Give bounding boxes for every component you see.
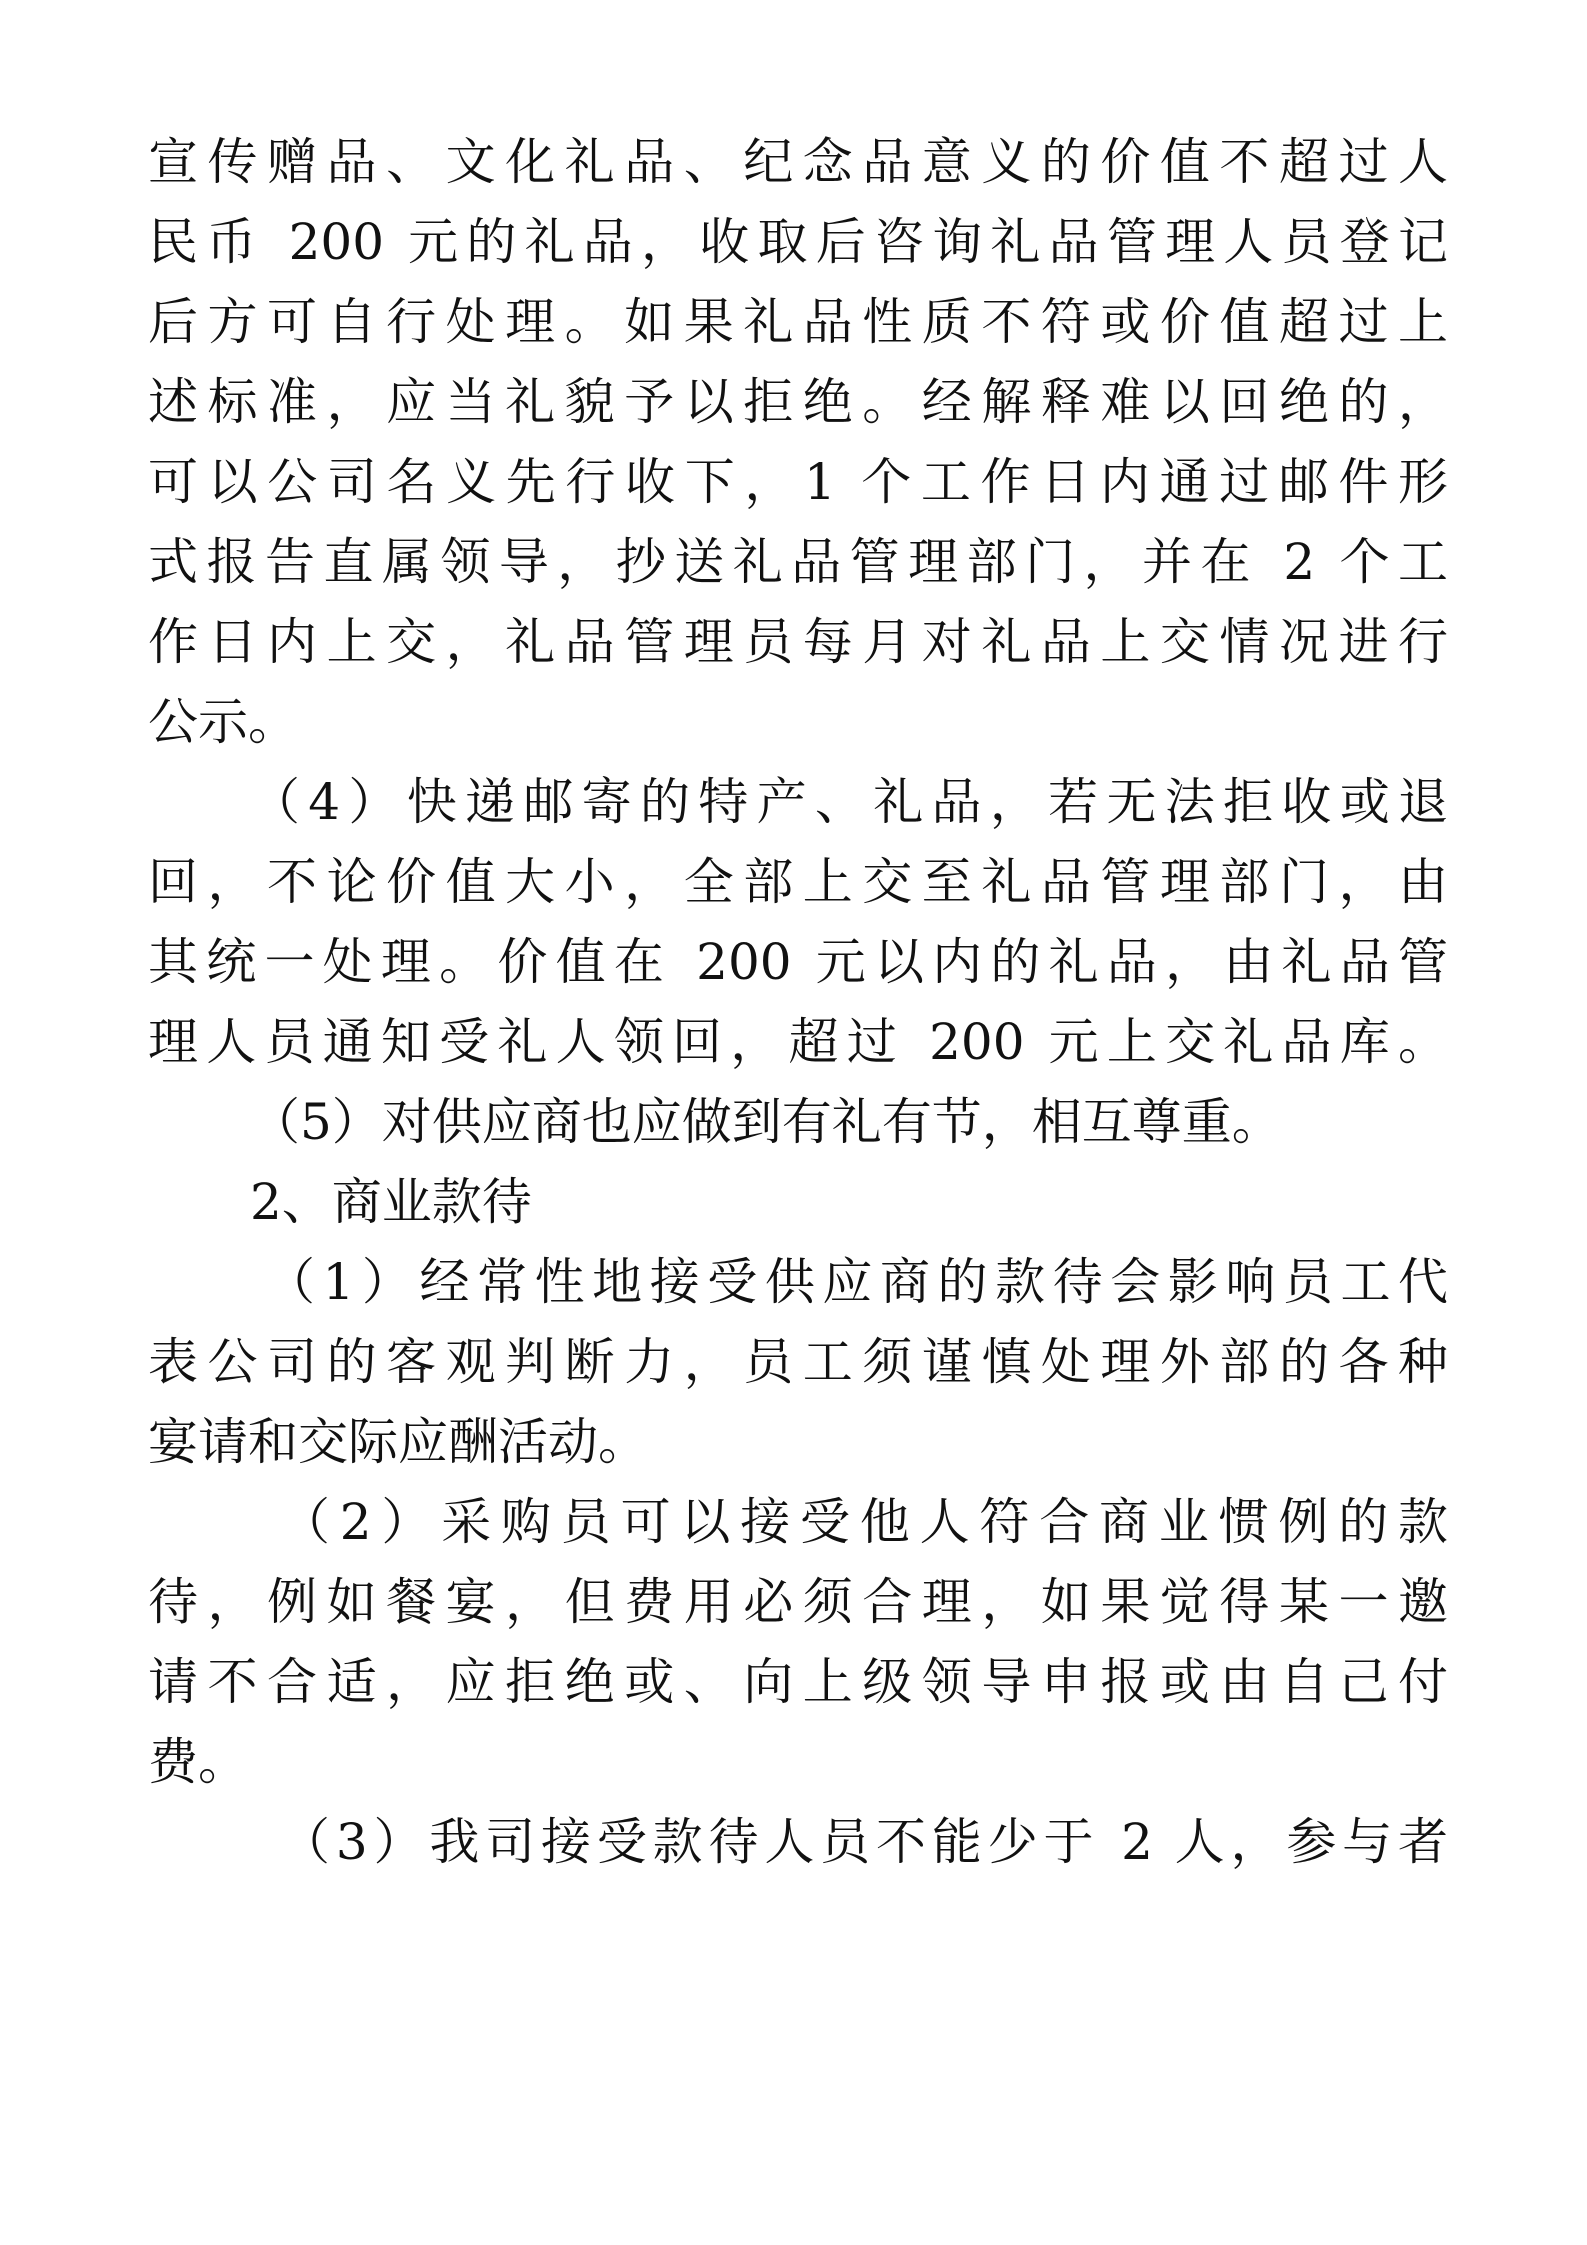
section-heading: 2、商业款待 <box>250 1173 532 1231</box>
paragraph-line: 民币 200 元的礼品，收取后咨询礼品管理人员登记 <box>148 213 1448 271</box>
paragraph-line: 式报告直属领导，抄送礼品管理部门，并在 2 个工 <box>148 533 1448 591</box>
paragraph-line: 待，例如餐宴，但费用必须合理，如果觉得某一邀 <box>148 1573 1448 1631</box>
paragraph-line: 其统一处理。价值在 200 元以内的礼品，由礼品管 <box>148 933 1448 991</box>
paragraph-line: 作日内上交，礼品管理员每月对礼品上交情况进行 <box>148 613 1448 671</box>
paragraph-line: 回，不论价值大小，全部上交至礼品管理部门，由 <box>148 853 1448 911</box>
paragraph-line: 理人员通知受礼人领回，超过 200 元上交礼品库。 <box>148 1013 1448 1071</box>
paragraph-line: 公示。 <box>148 693 298 751</box>
paragraph-line: 后方可自行处理。如果礼品性质不符或价值超过上 <box>148 293 1448 351</box>
paragraph-line: 宣传赠品、文化礼品、纪念品意义的价值不超过人 <box>148 133 1448 191</box>
paragraph-line: 请不合适，应拒绝或、向上级领导申报或由自己付 <box>148 1653 1448 1711</box>
paragraph-line: 宴请和交际应酬活动。 <box>148 1413 648 1471</box>
paragraph-line-hosp-1: （1）经常性地接受供应商的款待会影响员工代 <box>265 1253 1448 1311</box>
paragraph-line-item-4: （4）快递邮寄的特产、礼品，若无法拒收或退 <box>250 773 1448 831</box>
paragraph-line-hosp-3: （3）我司接受款待人员不能少于 2 人，参与者 <box>280 1813 1448 1871</box>
paragraph-line: 表公司的客观判断力，员工须谨慎处理外部的各种 <box>148 1333 1448 1391</box>
paragraph-line-hosp-2: （2）采购员可以接受他人符合商业惯例的款 <box>280 1493 1448 1551</box>
paragraph-line: 述标准，应当礼貌予以拒绝。经解释难以回绝的， <box>148 373 1448 431</box>
paragraph-line: 费。 <box>148 1733 248 1791</box>
paragraph-line-item-5: （5）对供应商也应做到有礼有节，相互尊重。 <box>250 1093 1282 1151</box>
paragraph-line: 可以公司名义先行收下，1 个工作日内通过邮件形 <box>148 453 1448 511</box>
